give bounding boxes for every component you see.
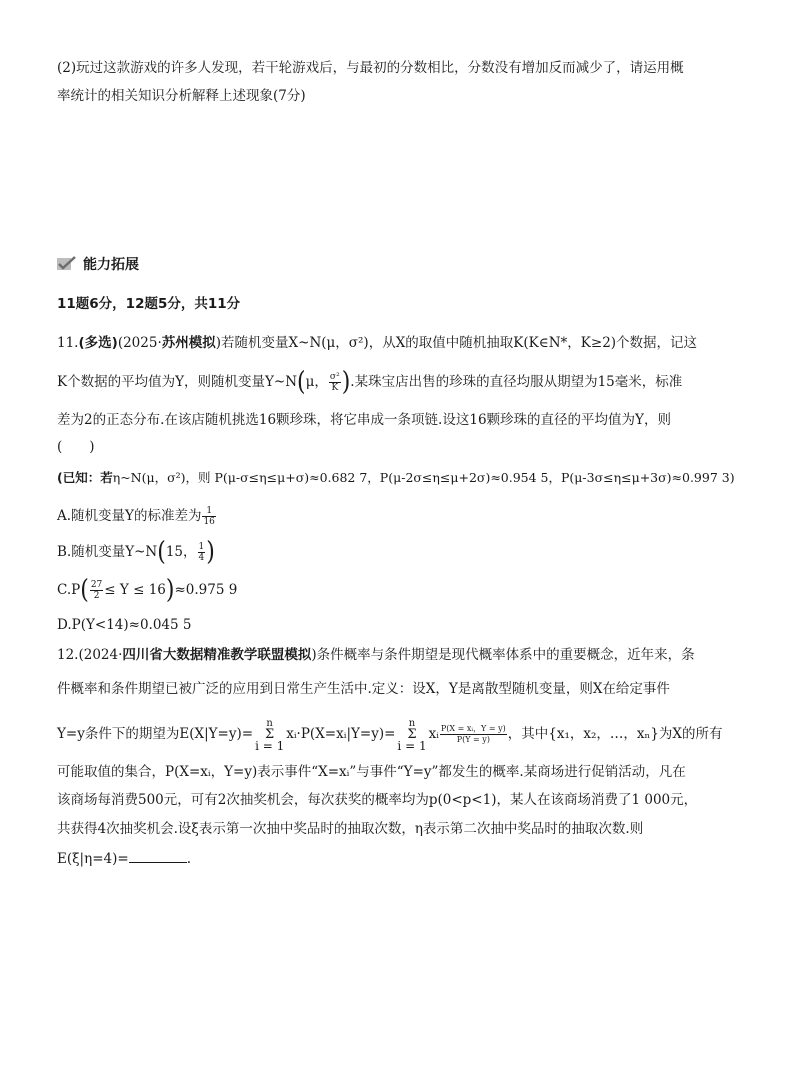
- check-icon: [57, 256, 77, 272]
- summation-1: [255, 718, 284, 752]
- sum-lower: i = 1: [397, 738, 427, 753]
- q12-line-3-pre: Y=y条件下的期望为E(X|Y=y)=: [57, 726, 254, 742]
- option-a-text: A.随机变量Y的标准差为: [57, 508, 202, 524]
- q11-option-a: [57, 506, 217, 527]
- q11-line-2: [57, 366, 683, 397]
- prev-question-line-2: 率统计的相关知识分析解释上述现象(7分): [57, 88, 306, 104]
- conditional-fraction: [440, 724, 507, 745]
- q12-line-5: 该商场每消费500元，可有2次抽奖机会，每次获奖的概率均为p(0<p<1)，某人在该商场消费了1 000元，: [57, 792, 698, 808]
- sigma-symbol: Σ: [265, 726, 275, 742]
- fraction-denominator: P(Y = y): [456, 735, 490, 744]
- q11-line-1: [57, 333, 697, 353]
- q11-known-label: (已知：若: [57, 470, 113, 485]
- q11-line-1-text: 若随机变量X~N(μ，σ²)，从X的取值中随机抽取K(K∈N*，K≥2)个数据，记这: [221, 335, 698, 351]
- sum-upper: n: [408, 717, 416, 729]
- q11-option-d: D.P(Y<14)≈0.045 5: [57, 617, 192, 633]
- q12-source-prefix: (2024·: [78, 647, 123, 663]
- section-header: [57, 254, 139, 274]
- option-a-fraction: [202, 506, 215, 527]
- q12-line-6: 共获得4次抽奖机会.设ξ表示第一次抽中奖品时的抽取次数，η表示第二次抽中奖品时的抽取次数.则: [57, 821, 644, 837]
- option-b-inner: 15，: [165, 544, 197, 560]
- q11-source-name: 苏州模拟: [161, 335, 216, 351]
- left-paren: (: [157, 536, 166, 567]
- q12-line-7-post: .: [186, 851, 191, 867]
- q12-line-7-pre: E(ξ|η=4)=: [57, 851, 129, 867]
- fraction-numerator: σ²: [329, 372, 340, 382]
- q12-line-3: [57, 716, 723, 752]
- prev-question-line-1: (2)玩过这款游戏的许多人发现，若干轮游戏后，与最初的分数相比，分数没有增加反而减少了，请运用概: [57, 60, 684, 76]
- fraction-numerator: 27: [90, 580, 103, 590]
- option-c-inner: ≤ Y ≤ 16: [104, 582, 166, 598]
- q11-option-b: [57, 536, 215, 567]
- q11-line-2-pre: K个数据的平均值为Y，则随机变量Y~N: [57, 374, 298, 390]
- q11-source-prefix: (2025·: [117, 335, 162, 351]
- q11-tag: (多选): [78, 335, 118, 351]
- left-paren: (: [80, 574, 89, 605]
- variance-fraction: [329, 372, 341, 393]
- fraction-numerator: 1: [202, 506, 215, 517]
- q12-line-4: 可能取值的集合，P(X=xᵢ，Y=y)表示事件“X=xᵢ”与事件“Y=y”都发生的概率.某商场进行促销活动，凡在: [57, 764, 686, 780]
- option-c-post: ≈0.975 9: [174, 582, 238, 598]
- q11-source-suffix: ): [215, 335, 222, 351]
- right-paren: ): [341, 366, 351, 397]
- q12-line-2: 件概率和条件期望已被广泛的应用到日常生产生活中.定义：设X，Y是离散型随机变量，则X在给定事件: [57, 681, 670, 697]
- q12-line-3-post: ，其中{x₁，x₂，…，xₙ}为X的所有: [507, 726, 723, 742]
- q12-number: 12.: [57, 647, 79, 663]
- q12-line-1: [57, 645, 695, 665]
- summation-2: [397, 718, 426, 752]
- sum-upper: n: [266, 717, 273, 729]
- right-paren: ): [165, 574, 175, 605]
- q12-line-3-xi: xᵢ: [428, 726, 439, 742]
- q12-line-3-mid: xᵢ·P(X=xᵢ|Y=y)=: [286, 726, 396, 742]
- q11-line-3: 差为2的正态分布.在该店随机挑选16颗珍珠，将它串成一条项链.设这16颗珍珠的直径的平均值为Y，则: [57, 412, 671, 428]
- q12-line-7: [57, 848, 191, 869]
- q11-line-2-mu: μ，: [305, 374, 328, 390]
- answer-blank[interactable]: [129, 848, 187, 863]
- score-note: 11题6分，12题5分，共11分: [57, 296, 241, 312]
- q11-option-c: [57, 574, 238, 605]
- sigma-symbol: Σ: [407, 726, 417, 742]
- q12-line-1-post: )条件概率与条件期望是现代概率体系中的重要概念，近年来，条: [311, 647, 695, 663]
- fraction-numerator: P(X = xᵢ，Y = y): [440, 724, 506, 733]
- q11-number: 11.: [57, 335, 79, 351]
- fraction-denominator: 2: [93, 591, 100, 601]
- option-b-text: B.随机变量Y~N: [57, 544, 158, 560]
- q11-known: [57, 468, 735, 488]
- q11-line-2-post: .某珠宝店出售的珍珠的直径均服从期望为15毫米，标准: [350, 374, 683, 390]
- q11-known-text: η~N(μ，σ²)，则 P(μ-σ≤η≤μ+σ)≈0.682 7，P(μ-2σ≤η≤μ+2σ)≈0.954 5，P(μ-3σ≤η≤μ+3σ)≈0.997 3): [112, 470, 735, 485]
- fraction-denominator: 4: [198, 553, 205, 563]
- q12-source-name: 四川省大数据精准教学联盟模拟: [122, 647, 312, 663]
- fraction-numerator: 1: [198, 542, 205, 552]
- option-b-fraction: [198, 542, 206, 563]
- sum-lower: i = 1: [255, 738, 285, 753]
- section-title: 能力拓展: [83, 257, 139, 273]
- option-c-pre: C.P: [57, 582, 81, 598]
- fraction-denominator: K: [331, 383, 339, 393]
- left-paren: (: [297, 366, 306, 397]
- option-c-fraction: [90, 580, 103, 601]
- fraction-denominator: 16: [203, 517, 215, 527]
- right-paren: ): [206, 536, 215, 567]
- q11-answer-paren: ( ): [57, 439, 95, 455]
